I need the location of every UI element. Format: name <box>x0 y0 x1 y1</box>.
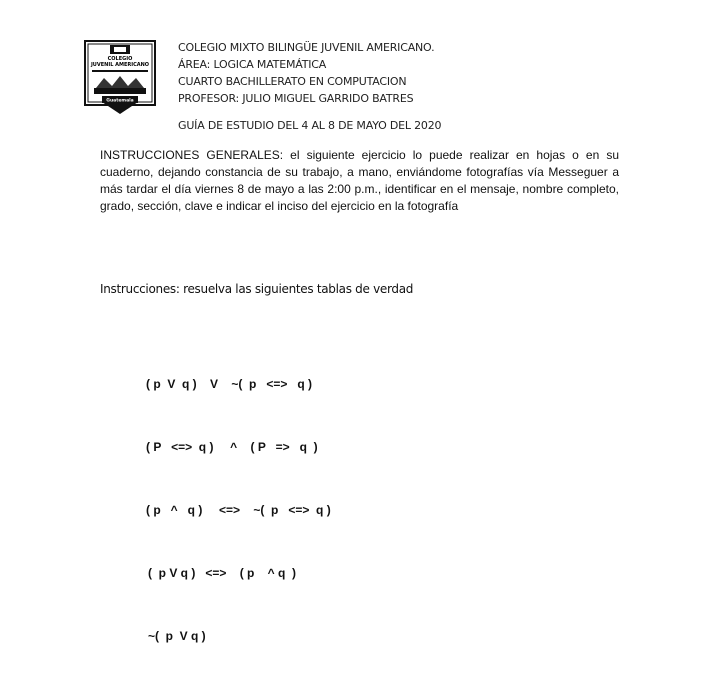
expression-2: ( P <=> q ) ^ ( P => q ) <box>146 440 318 454</box>
expression-3: ( p ^ q ) <=> ~( p <=> q ) <box>146 503 331 517</box>
logo-text-bottom: Guatemala <box>106 98 134 104</box>
school-logo <box>84 40 156 116</box>
expression-5: ~( p V q ) <box>148 629 206 643</box>
expression-4: ( p V q ) <=> ( p ^ q ) <box>148 566 297 580</box>
school-name: COLEGIO MIXTO BILINGÜE JUVENIL AMERICANO. <box>178 41 435 54</box>
general-instructions-body: el siguiente ejercicio lo puede realizar en hojas o en su cuaderno, dejando constancia de su trabajo, a mano, enviándome fotografías vía Messeguer a más tardar el día viernes 8 de mayo a las 2:00 p.m., identificar en el mensaje, nombre completo, grado, sección, clave e indicar el inciso del ejercicio en la fotografía <box>100 148 619 213</box>
logo-text-mid: JUVENIL AMERICANO <box>90 62 150 68</box>
guide-date: GUÍA DE ESTUDIO DEL 4 AL 8 DE MAYO DEL 2020 <box>178 119 442 132</box>
general-instructions <box>100 147 619 215</box>
expression-1: ( p V q ) V ~( p <=> q ) <box>146 377 313 391</box>
logo-text-top: COLEGIO <box>107 56 133 62</box>
subject-area: ÁREA: LOGICA MATEMÁTICA <box>178 58 327 71</box>
school-crest-icon <box>84 40 156 116</box>
exercise-title: Instrucciones: resuelva las siguientes tablas de verdad <box>100 282 414 296</box>
general-instructions-lead: INSTRUCCIONES GENERALES: <box>100 148 284 162</box>
school-header <box>178 39 434 107</box>
grade-level: CUARTO BACHILLERATO EN COMPUTACION <box>178 75 407 88</box>
teacher-name: PROFESOR: JULIO MIGUEL GARRIDO BATRES <box>178 92 414 105</box>
